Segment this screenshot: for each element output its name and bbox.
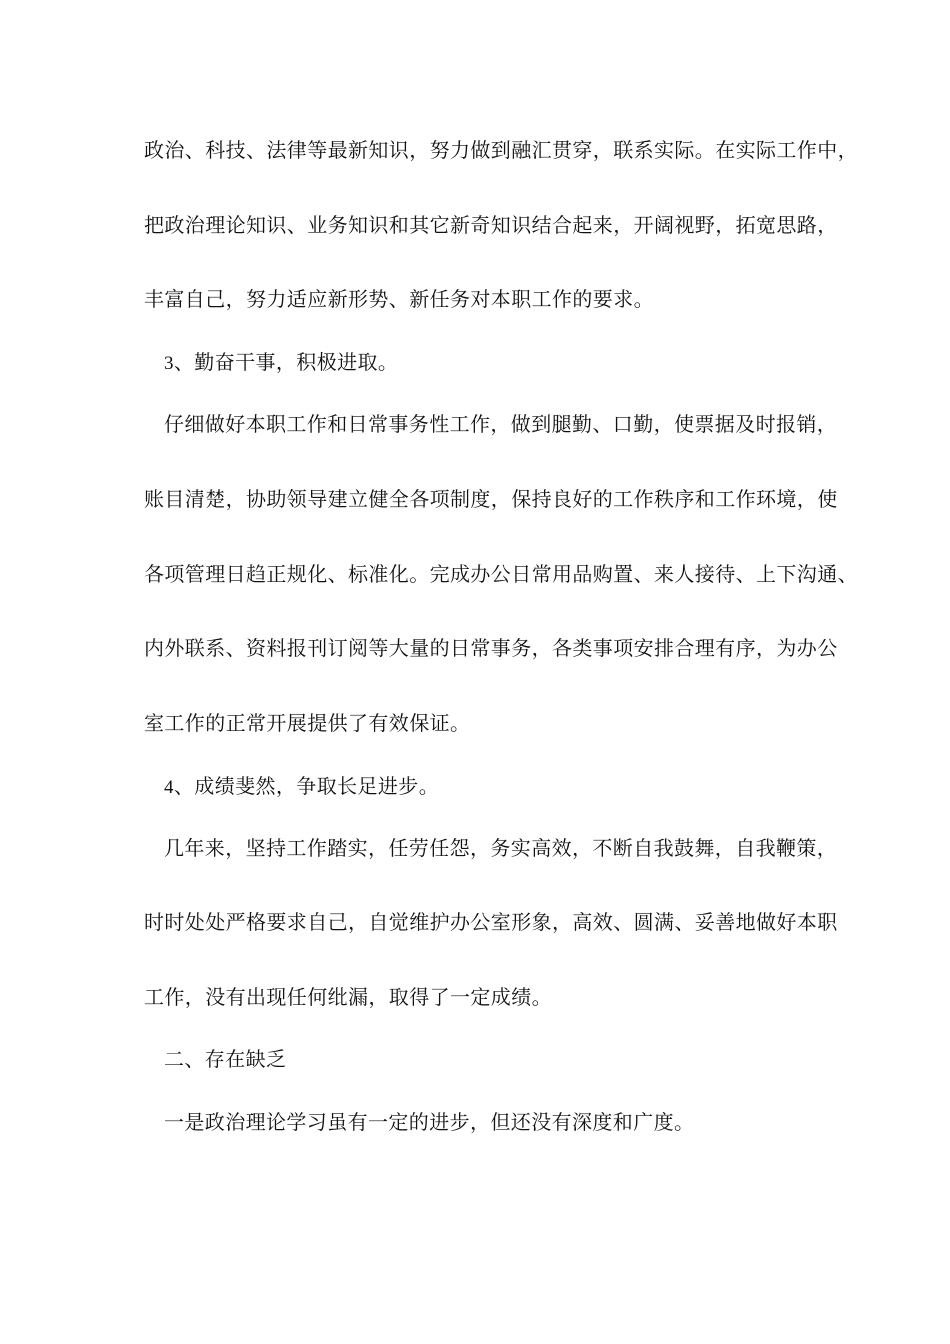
paragraph-line: 一是政治理论学习虽有一定的进步，但还没有深度和广度。 — [164, 1110, 695, 1134]
paragraph-line: 时时处处严格要求自己，自觉维护办公室形象，高效、圆满、妥善地做好本职 — [144, 910, 838, 934]
section-heading-part2: 二、存在缺乏 — [164, 1047, 287, 1071]
heading-number: 4 — [164, 777, 174, 798]
section-heading-4 — [164, 774, 439, 800]
paragraph-line: 仔细做好本职工作和日常事务性工作，做到腿勤、口勤，使票据及时报销， — [164, 412, 838, 436]
paragraph-line: 几年来，坚持工作踏实，任劳任怨，务实高效，不断自我鼓舞，自我鞭策， — [164, 836, 838, 860]
paragraph-line: 各项管理日趋正规化、标准化。完成办公日常用品购置、来人接待、上下沟通、 — [144, 562, 858, 586]
section-heading-3 — [164, 350, 398, 376]
heading-text: 、成绩斐然，争取长足进步。 — [173, 774, 440, 798]
heading-text: 、勤奋干事，积极进取。 — [173, 350, 399, 374]
paragraph-line: 室工作的正常开展提供了有效保证。 — [144, 711, 471, 735]
paragraph-line: 内外联系、资料报刊订阅等大量的日常事务，各类事项安排合理有序，为办公 — [144, 636, 838, 660]
paragraph-line: 账目清楚，协助领导建立健全各项制度，保持良好的工作秩序和工作环境，使 — [144, 487, 838, 511]
paragraph-line: 把政治理论知识、业务知识和其它新奇知识结合起来，开阔视野，拓宽思路， — [144, 213, 838, 237]
paragraph-line: 工作，没有出现任何纰漏，取得了一定成绩。 — [144, 985, 552, 1009]
paragraph-line: 政治、科技、法律等最新知识，努力做到融汇贯穿，联系实际。在实际工作中， — [144, 138, 858, 162]
heading-number: 3 — [164, 353, 174, 374]
paragraph-line: 丰富自己，努力适应新形势、新任务对本职工作的要求。 — [144, 287, 654, 311]
